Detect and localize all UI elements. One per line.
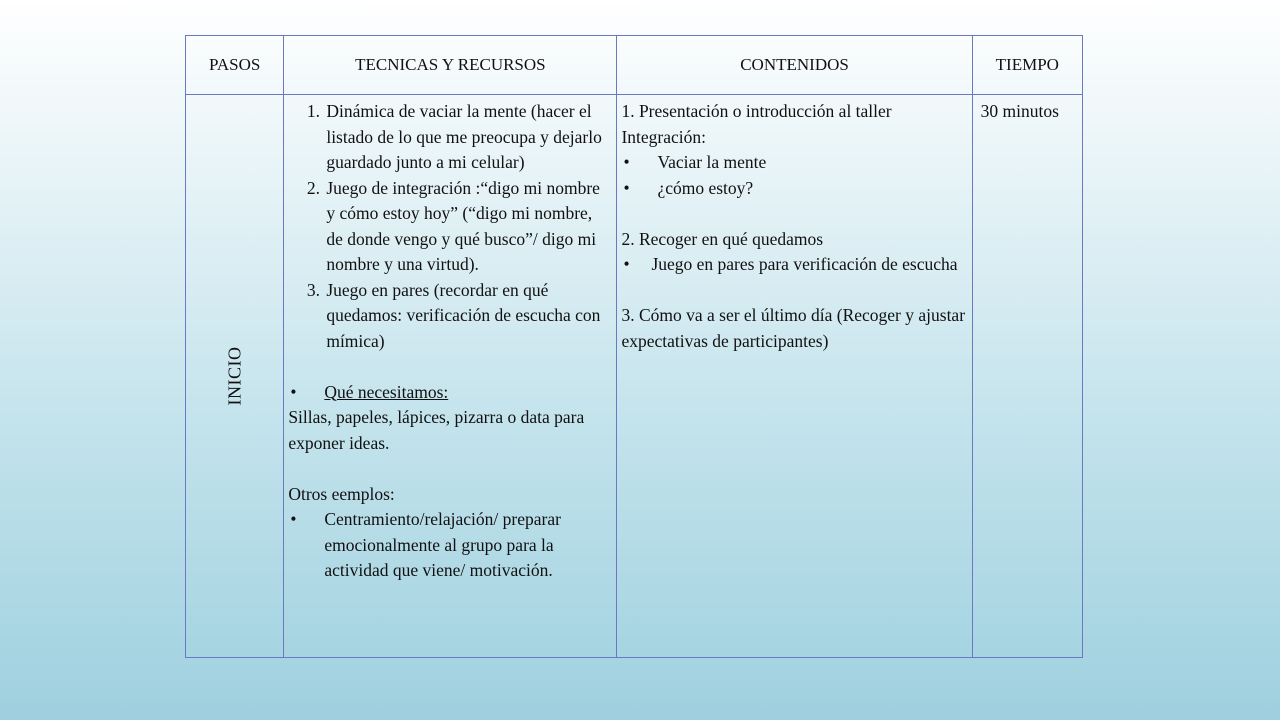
header-tiempo: TIEMPO	[972, 36, 1082, 95]
necesitamos-label: Qué necesitamos:	[324, 381, 449, 402]
section-1-subtitle: Integración:	[621, 126, 706, 147]
tiempo-cell	[972, 95, 1082, 658]
section-1-title: 1. Presentación o introducción al taller	[621, 101, 892, 121]
table-row	[186, 95, 1083, 658]
necesitamos-text: Sillas, papeles, lápices, pizarra o data para exponer ideas.	[288, 407, 585, 453]
list-item: 1. Dinámica de vaciar la mente (hacer el listado de lo que me preocupa y dejarlo guardado junto a mi celular)	[324, 99, 612, 176]
tiempo-value: 30 minutos	[980, 101, 1059, 121]
list-item	[288, 380, 612, 406]
list-item: 3. Juego en pares (recordar en qué quedamos: verificación de escucha con mímica)	[324, 278, 612, 355]
header-contenidos: CONTENIDOS	[617, 36, 972, 95]
list-item: 2. Juego de integración :“digo mi nombre y cómo estoy hoy” (“digo mi nombre, de donde vengo y qué busco”/ digo mi nombre y una virtud).	[324, 176, 612, 278]
section-2-title: 2. Recoger en qué quedamos	[621, 228, 824, 249]
otros-list	[288, 507, 612, 584]
paso-label: INICIO	[224, 346, 245, 406]
list-item: • Centramiento/relajación/ preparar emocionalmente al grupo para la actividad que viene/ motivación.	[288, 507, 612, 584]
list-item: • Vaciar la mente	[621, 150, 967, 176]
list-item: • ¿cómo estoy?	[621, 176, 967, 202]
header-row	[186, 36, 1083, 95]
lesson-plan-table	[185, 35, 1083, 658]
otros-label: Otros eemplos:	[288, 483, 395, 504]
pasos-cell	[186, 95, 284, 658]
section-1-list	[621, 150, 967, 201]
list-item: • Juego en pares para verificación de escucha	[621, 252, 967, 278]
contenidos-cell	[617, 95, 972, 658]
section-2-list	[621, 252, 967, 278]
section-3-title: 3. Cómo va a ser el último día (Recoger y ajustar expectativas de participantes)	[621, 305, 966, 351]
header-tecnicas: TECNICAS Y RECURSOS	[284, 36, 617, 95]
tecnicas-cell	[284, 95, 617, 658]
header-pasos: PASOS	[186, 36, 284, 95]
necesitamos-list	[288, 380, 612, 406]
steps-list	[288, 99, 612, 354]
